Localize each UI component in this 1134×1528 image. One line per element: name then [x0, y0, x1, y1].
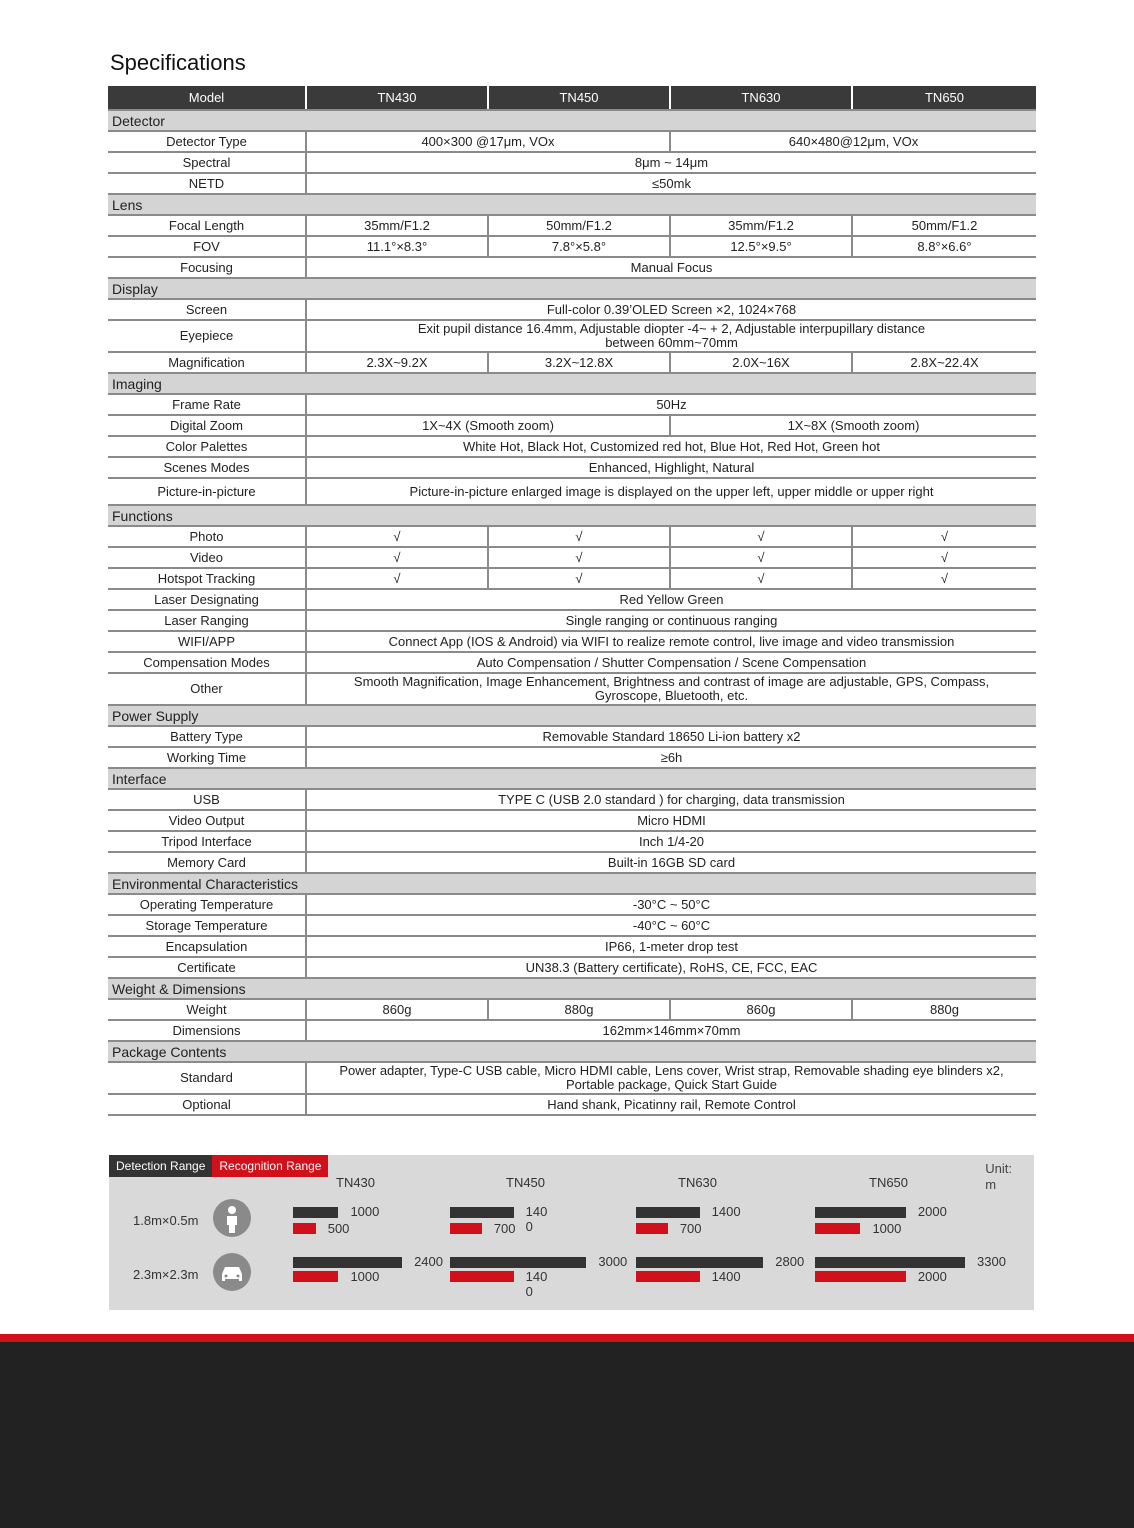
row-label: Memory Card — [108, 852, 306, 873]
cell: Inch 1/4-20 — [306, 831, 1036, 852]
header-model: Model — [108, 86, 306, 110]
row-label: Encapsulation — [108, 936, 306, 957]
detection-bar — [815, 1207, 906, 1218]
unit-label-line: Unit: — [985, 1161, 1012, 1176]
cell — [306, 320, 1036, 352]
spec-table — [108, 86, 1036, 1116]
unit-label — [985, 1161, 1012, 1193]
cell: Built-in 16GB SD card — [306, 852, 1036, 873]
row-label: Scenes Modes — [108, 457, 306, 478]
cell: 1X~4X (Smooth zoom) — [306, 415, 670, 436]
cell: Picture-in-picture enlarged image is displayed on the upper left, upper middle or upper right — [306, 478, 1036, 505]
recognition-value: 700 — [493, 1221, 516, 1236]
range-model-label: TN430 — [336, 1175, 376, 1190]
row-label: Focal Length — [108, 215, 306, 236]
row-label: Hotspot Tracking — [108, 568, 306, 589]
cell: 880g — [852, 999, 1036, 1020]
recognition-bar — [450, 1223, 482, 1234]
cell — [306, 673, 1036, 705]
cell: ≥6h — [306, 747, 1036, 768]
check-mark: √ — [670, 547, 852, 568]
check-mark: √ — [852, 568, 1036, 589]
row-label: Magnification — [108, 352, 306, 373]
check-mark: √ — [852, 526, 1036, 547]
recognition-value: 1400 — [711, 1269, 741, 1284]
range-legend — [109, 1155, 328, 1177]
row-label: Video — [108, 547, 306, 568]
section-weight: Weight & Dimensions — [108, 978, 1036, 999]
cell: Manual Focus — [306, 257, 1036, 278]
cell: 50mm/F1.2 — [852, 215, 1036, 236]
row-label: Weight — [108, 999, 306, 1020]
cell-line: between 60mm~70mm — [605, 335, 738, 350]
detection-bar — [636, 1257, 763, 1268]
row-label: Picture-in-picture — [108, 478, 306, 505]
detection-bar — [293, 1207, 338, 1218]
cell: 2.8X~22.4X — [852, 352, 1036, 373]
detection-value: 140 0 — [525, 1204, 548, 1234]
recognition-bar — [636, 1271, 700, 1282]
cell: 2.0X~16X — [670, 352, 852, 373]
cell: 640×480@12μm, VOx — [670, 131, 1036, 152]
row-label: Certificate — [108, 957, 306, 978]
detection-value: 3300 — [977, 1254, 1006, 1269]
detection-bar — [636, 1207, 700, 1218]
row-label: Screen — [108, 299, 306, 320]
row-label: Other — [108, 673, 306, 705]
cell: Hand shank, Picatinny rail, Remote Control — [306, 1094, 1036, 1115]
section-package: Package Contents — [108, 1041, 1036, 1062]
row-label: Tripod Interface — [108, 831, 306, 852]
cell-line: Portable package, Quick Start Guide — [565, 1077, 777, 1092]
range-panel — [109, 1155, 1034, 1310]
section-lens: Lens — [108, 194, 1036, 215]
cell: Micro HDMI — [306, 810, 1036, 831]
detection-bar — [815, 1257, 965, 1268]
row-label: Eyepiece — [108, 320, 306, 352]
cell-line: Gyroscope, Bluetooth, etc. — [594, 688, 749, 703]
recognition-value: 1000 — [350, 1269, 380, 1284]
cell: 880g — [488, 999, 670, 1020]
detection-value: 1400 — [711, 1204, 741, 1219]
detection-bar — [450, 1207, 514, 1218]
car-icon — [213, 1253, 251, 1291]
vehicle-target-size: 2.3m×2.3m — [133, 1267, 199, 1282]
cell: Connect App (IOS & Android) via WIFI to realize remote control, live image and video transmission — [306, 631, 1036, 652]
row-label: Spectral — [108, 152, 306, 173]
check-mark: √ — [306, 547, 488, 568]
tab-detection-range: Detection Range — [109, 1155, 212, 1177]
detection-bar — [450, 1257, 586, 1268]
person-icon — [213, 1199, 251, 1237]
header-tn450: TN450 — [488, 86, 670, 110]
section-power: Power Supply — [108, 705, 1036, 726]
cell: White Hot, Black Hot, Customized red hot, Blue Hot, Red Hot, Green hot — [306, 436, 1036, 457]
check-mark: √ — [852, 547, 1036, 568]
cell: 1X~8X (Smooth zoom) — [670, 415, 1036, 436]
header-tn630: TN630 — [670, 86, 852, 110]
footer-band — [0, 1342, 1134, 1528]
recognition-bar — [293, 1223, 316, 1234]
unit-value: m — [985, 1177, 997, 1192]
row-label: Laser Designating — [108, 589, 306, 610]
range-model-label: TN650 — [869, 1175, 909, 1190]
check-mark: √ — [306, 526, 488, 547]
check-mark: √ — [488, 526, 670, 547]
recognition-value: 500 — [327, 1221, 350, 1236]
detection-value: 2400 — [414, 1254, 443, 1269]
cell: -30°C ~ 50°C — [306, 894, 1036, 915]
header-row — [108, 86, 1036, 110]
cell: IP66, 1-meter drop test — [306, 936, 1036, 957]
row-label: Operating Temperature — [108, 894, 306, 915]
row-label: NETD — [108, 173, 306, 194]
cell: 12.5°×9.5° — [670, 236, 852, 257]
detection-bar — [293, 1257, 402, 1268]
cell: 8.8°×6.6° — [852, 236, 1036, 257]
cell: 860g — [670, 999, 852, 1020]
row-label: USB — [108, 789, 306, 810]
section-functions: Functions — [108, 505, 1036, 526]
cell: UN38.3 (Battery certificate), RoHS, CE, FCC, EAC — [306, 957, 1036, 978]
section-display: Display — [108, 278, 1036, 299]
cell: Enhanced, Highlight, Natural — [306, 457, 1036, 478]
recognition-value: 2000 — [917, 1269, 947, 1284]
check-mark: √ — [488, 547, 670, 568]
detection-value: 2000 — [917, 1204, 947, 1219]
tab-recognition-range: Recognition Range — [212, 1155, 328, 1177]
recognition-bar — [450, 1271, 514, 1282]
cell — [306, 1062, 1036, 1094]
row-label: FOV — [108, 236, 306, 257]
recognition-bar — [636, 1223, 668, 1234]
row-label: Standard — [108, 1062, 306, 1094]
row-label: Color Palettes — [108, 436, 306, 457]
section-imaging: Imaging — [108, 373, 1036, 394]
row-label: Frame Rate — [108, 394, 306, 415]
cell-line: Smooth Magnification, Image Enhancement, Brightness and contrast of image are adjustable, GPS, Compass, — [353, 674, 990, 689]
cell: 2.3X~9.2X — [306, 352, 488, 373]
row-label: Focusing — [108, 257, 306, 278]
row-label: Optional — [108, 1094, 306, 1115]
check-mark: √ — [488, 568, 670, 589]
row-label: Digital Zoom — [108, 415, 306, 436]
cell: 35mm/F1.2 — [670, 215, 852, 236]
detection-value: 1000 — [350, 1204, 380, 1219]
recognition-bar — [815, 1223, 860, 1234]
row-label: WIFI/APP — [108, 631, 306, 652]
cell: ≤50mk — [306, 173, 1036, 194]
recognition-bar — [815, 1271, 906, 1282]
cell: 860g — [306, 999, 488, 1020]
person-target-size: 1.8m×0.5m — [133, 1213, 199, 1228]
check-mark: √ — [670, 526, 852, 547]
cell: 11.1°×8.3° — [306, 236, 488, 257]
row-label: Video Output — [108, 810, 306, 831]
check-mark: √ — [670, 568, 852, 589]
row-label: Compensation Modes — [108, 652, 306, 673]
range-model-label: TN450 — [506, 1175, 546, 1190]
cell: 7.8°×5.8° — [488, 236, 670, 257]
cell: 50Hz — [306, 394, 1036, 415]
recognition-value: 140 0 — [525, 1269, 548, 1299]
page-title: Specifications — [110, 50, 246, 75]
recognition-bar — [293, 1271, 338, 1282]
section-interface: Interface — [108, 768, 1036, 789]
recognition-value: 1000 — [872, 1221, 902, 1236]
row-label: Laser Ranging — [108, 610, 306, 631]
section-detector: Detector — [108, 110, 1036, 131]
row-label: Battery Type — [108, 726, 306, 747]
section-environment: Environmental Characteristics — [108, 873, 1036, 894]
row-label: Storage Temperature — [108, 915, 306, 936]
cell: Removable Standard 18650 Li-ion battery x2 — [306, 726, 1036, 747]
cell: Red Yellow Green — [306, 589, 1036, 610]
row-label: Detector Type — [108, 131, 306, 152]
cell: -40°C ~ 60°C — [306, 915, 1036, 936]
cell: 3.2X~12.8X — [488, 352, 670, 373]
detection-value: 2800 — [775, 1254, 805, 1269]
header-tn430: TN430 — [306, 86, 488, 110]
range-model-label: TN630 — [678, 1175, 718, 1190]
footer-accent-line — [0, 1334, 1134, 1342]
cell: TYPE C (USB 2.0 standard ) for charging, data transmission — [306, 789, 1036, 810]
cell: 35mm/F1.2 — [306, 215, 488, 236]
cell: 162mm×146mm×70mm — [306, 1020, 1036, 1041]
row-label: Dimensions — [108, 1020, 306, 1041]
cell-line: Exit pupil distance 16.4mm, Adjustable diopter -4~ + 2, Adjustable interpupillary distance — [417, 321, 926, 336]
header-tn650: TN650 — [852, 86, 1036, 110]
recognition-value: 700 — [679, 1221, 702, 1236]
cell: Full-color 0.39’OLED Screen ×2, 1024×768 — [306, 299, 1036, 320]
row-label: Photo — [108, 526, 306, 547]
cell: 8μm ~ 14μm — [306, 152, 1036, 173]
cell-line: Power adapter, Type-C USB cable, Micro HDMI cable, Lens cover, Wrist strap, Removable shading eye blinders x2, — [339, 1063, 1004, 1078]
cell: 400×300 @17μm, VOx — [306, 131, 670, 152]
detection-value: 3000 — [598, 1254, 628, 1269]
row-label: Working Time — [108, 747, 306, 768]
check-mark: √ — [306, 568, 488, 589]
cell: Auto Compensation / Shutter Compensation / Scene Compensation — [306, 652, 1036, 673]
cell: 50mm/F1.2 — [488, 215, 670, 236]
cell: Single ranging or continuous ranging — [306, 610, 1036, 631]
